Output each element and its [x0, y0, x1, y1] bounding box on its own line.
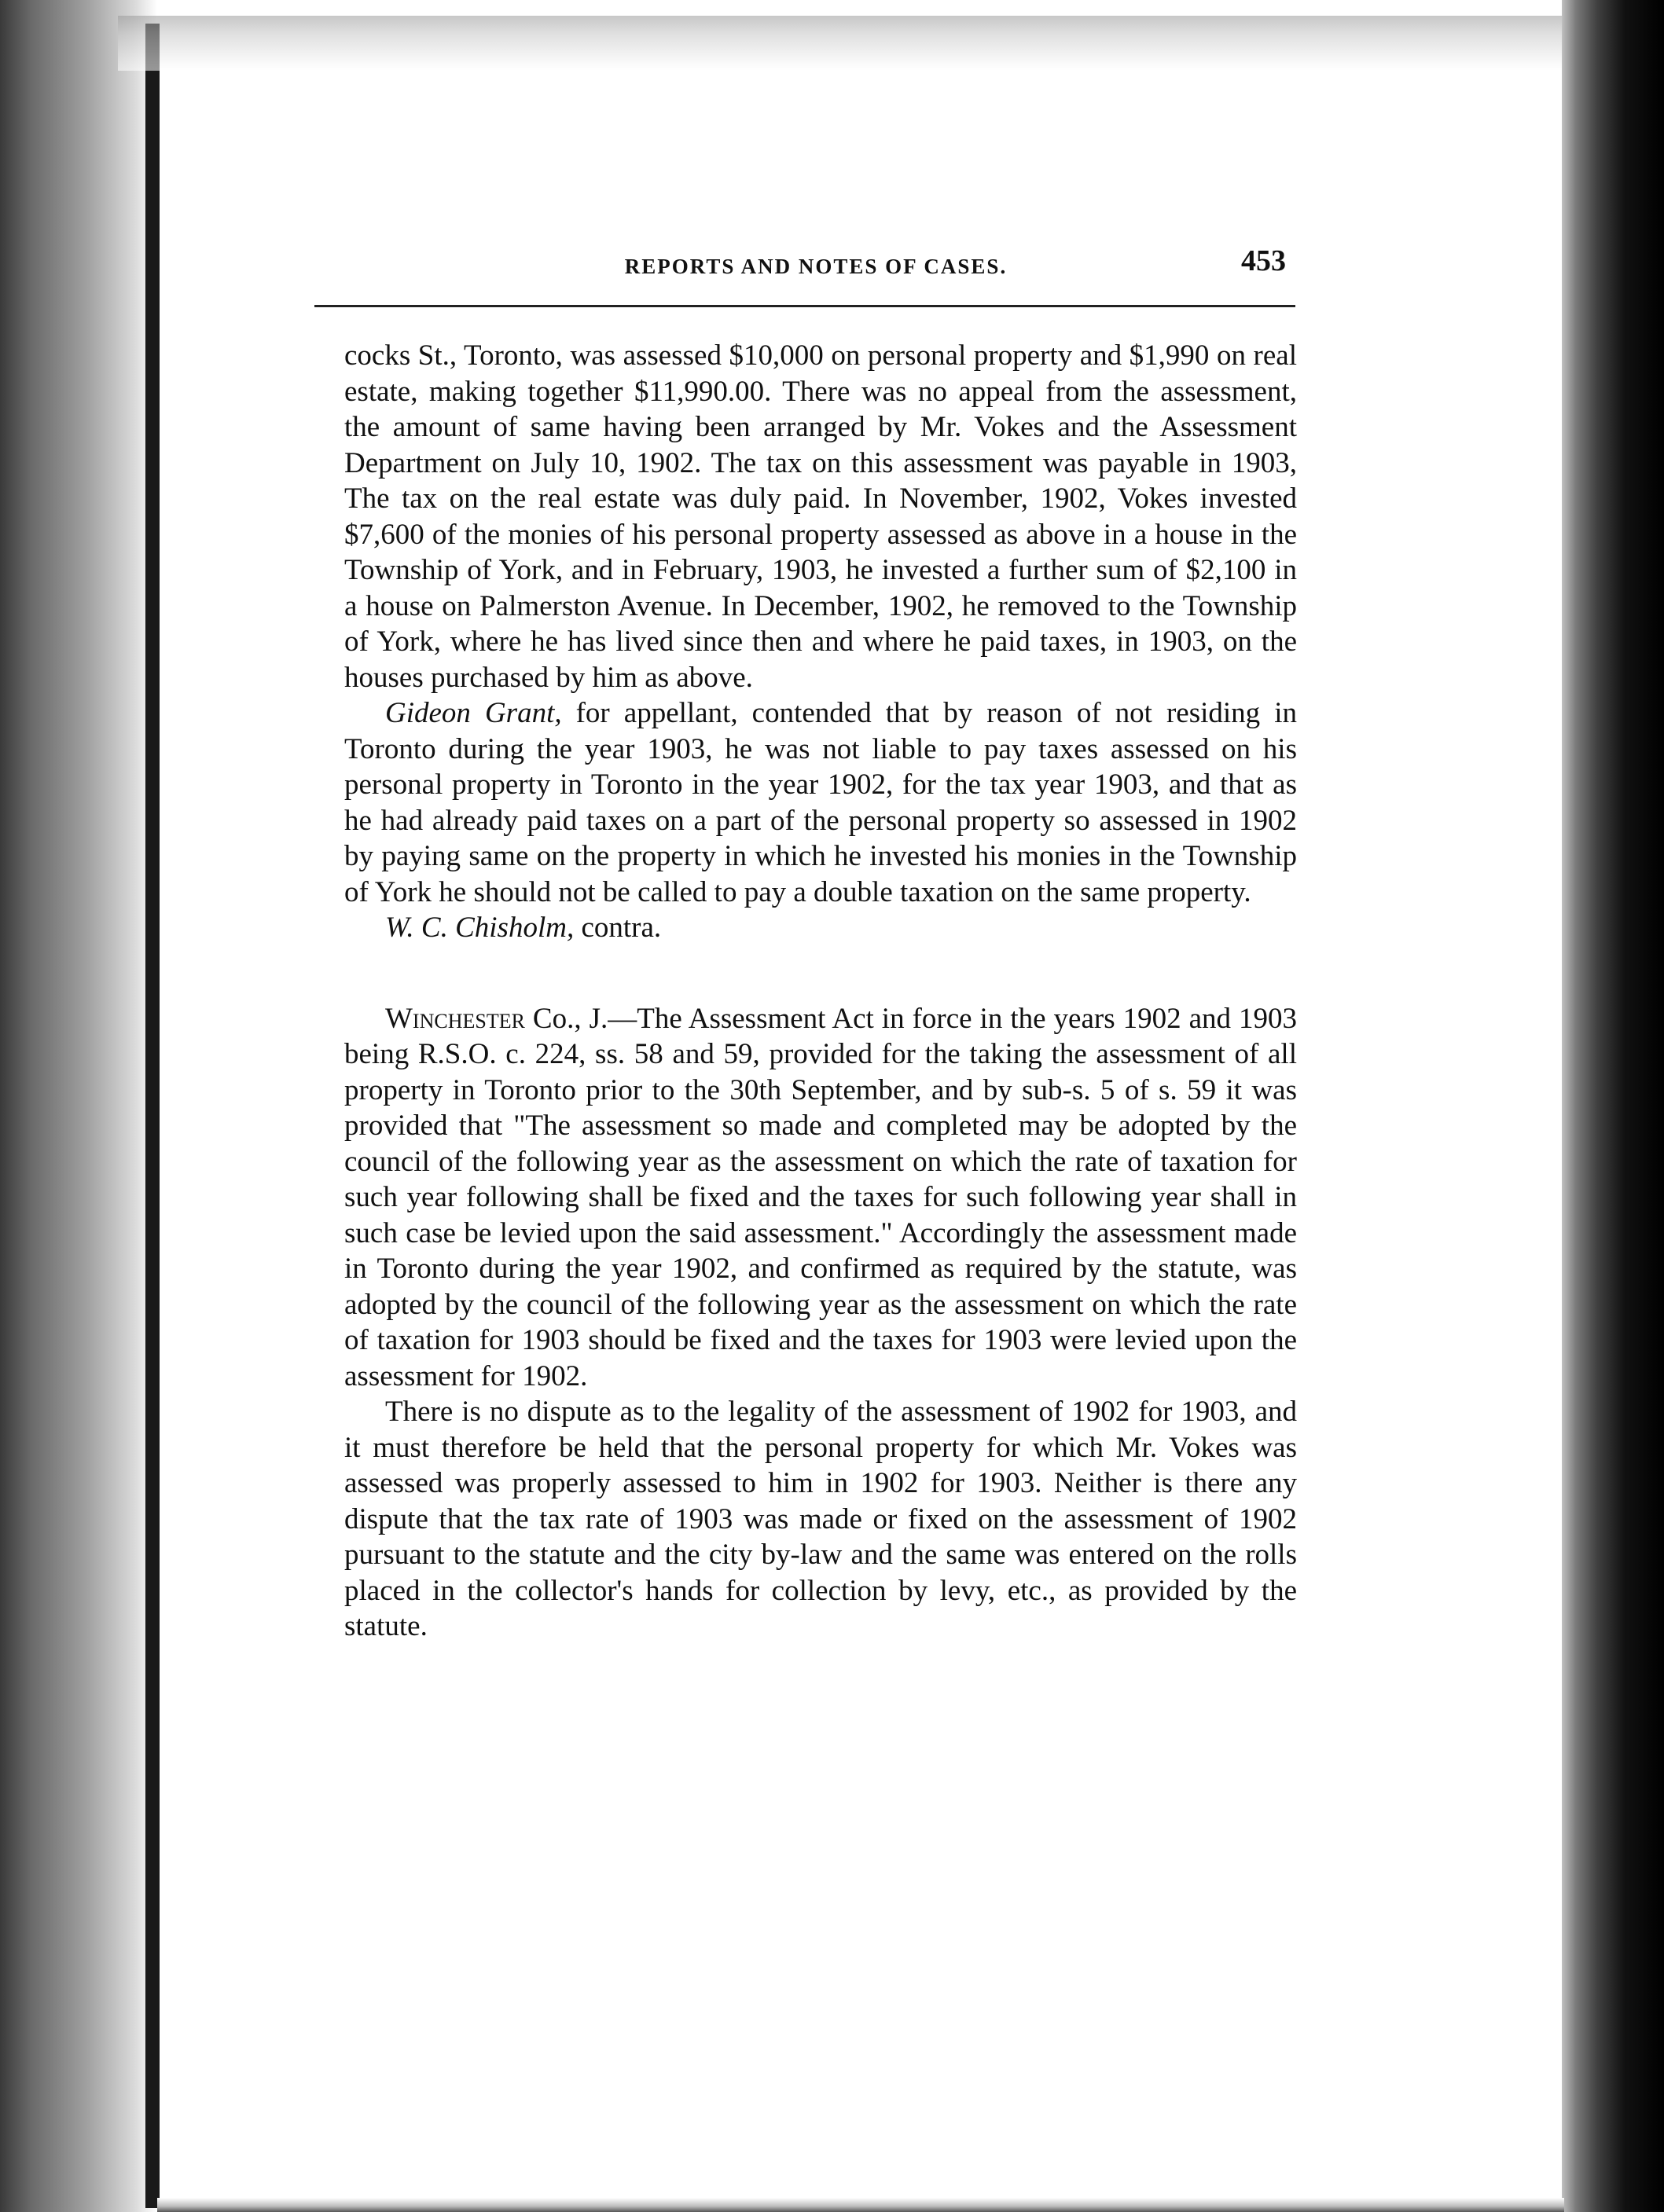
paragraph-judgment-continued: There is no dispute as to the legality of the assessment of 1902 for 1903, and it must therefore be held that the personal property for which Mr. Vokes was assessed was properly assessed to him in 1902 for 1903. Neither is there any dispute that the tax rate of 1903 was made or fixed on the assessment of 1902 pursuant to the statute and the city by-law and the same was entered on the rolls placed in the collector's hands for collection by levy, etc., as provided by the statute. — [344, 1396, 1297, 1642]
paragraph-appellant-argument — [344, 695, 1297, 910]
judgment-text: Co., J.—The Assessment Act in force in the years 1902 and 1903 being R.S.O. c. 224, ss. 58 and 59, provided for the taking the assessment of all property in Toronto prior to the 30th September, and by sub-s. 5 of s. 59 it was provided that "The assessment so made and completed may be adopted by the council of the following year as the assessment on which the rate of taxation for such year following shall be fixed and the taxes for such following year shall in such case be levied upon the said assessment." Accordingly the assessment made in Toronto during the year 1902, and confirmed as required by the statute, was adopted by the council of the following year as the assessment on which the rate of taxation for 1903 should be fixed and the taxes for 1903 were levied upon the assessment for 1902. — [344, 1002, 1297, 1392]
paragraph-respondent-counsel — [344, 910, 1297, 946]
judge-name: Winchester — [385, 1002, 525, 1035]
running-head — [346, 244, 1286, 283]
paragraph-judgment — [344, 1001, 1297, 1395]
body-text — [344, 338, 1297, 1645]
paragraph-facts: cocks St., Toronto, was assessed $10,000 on personal property and $1,990 on real estate, making together $11,990.00. There was no appeal from the assessment, the amount of same having been arranged by Mr. Vokes and the Assessment Department on July 10, 1902. The tax on this assessment was payable in 1903, The tax on the real estate was duly paid. In November, 1902, Vokes invested $7,600 of the monies of his personal property assessed as above in a house in the Township of York, and in February, 1903, he invested a further sum of $2,100 in a house on Palmerston Avenue. In December, 1902, he removed to the Township of York, where he has lived since then and where he paid taxes, in 1903, on the houses purchased by him as above. — [344, 339, 1297, 694]
scan-binding-edge — [145, 24, 160, 2208]
running-title: REPORTS AND NOTES OF CASES. — [624, 255, 1008, 278]
counsel-respondent-name: W. C. Chisholm, — [385, 912, 575, 944]
scan-left-shadow — [0, 0, 157, 2212]
scan-right-shadow — [1562, 0, 1664, 2212]
scan-top-shadow — [118, 16, 1596, 71]
appellant-argument-text: for appellant, contended that by reason of not residing in Toronto during the year 1903, he was not liable to pay taxes assessed on his personal property in Toronto in the year 1902, for the tax year 1903, and that as he had already paid taxes on a part of the personal property so assessed in 1902 by paying same on the property in which he invested his monies in the Township of York he should not be called to pay a double taxation on the same property. — [344, 697, 1297, 908]
page-number: 453 — [1241, 244, 1286, 277]
header-rule — [314, 305, 1295, 307]
section-gap — [344, 946, 1297, 1001]
counsel-appellant-name: Gideon Grant, — [385, 697, 562, 729]
scan-bottom-shadow — [157, 2198, 1564, 2212]
respondent-counsel-text: contra. — [574, 912, 662, 944]
